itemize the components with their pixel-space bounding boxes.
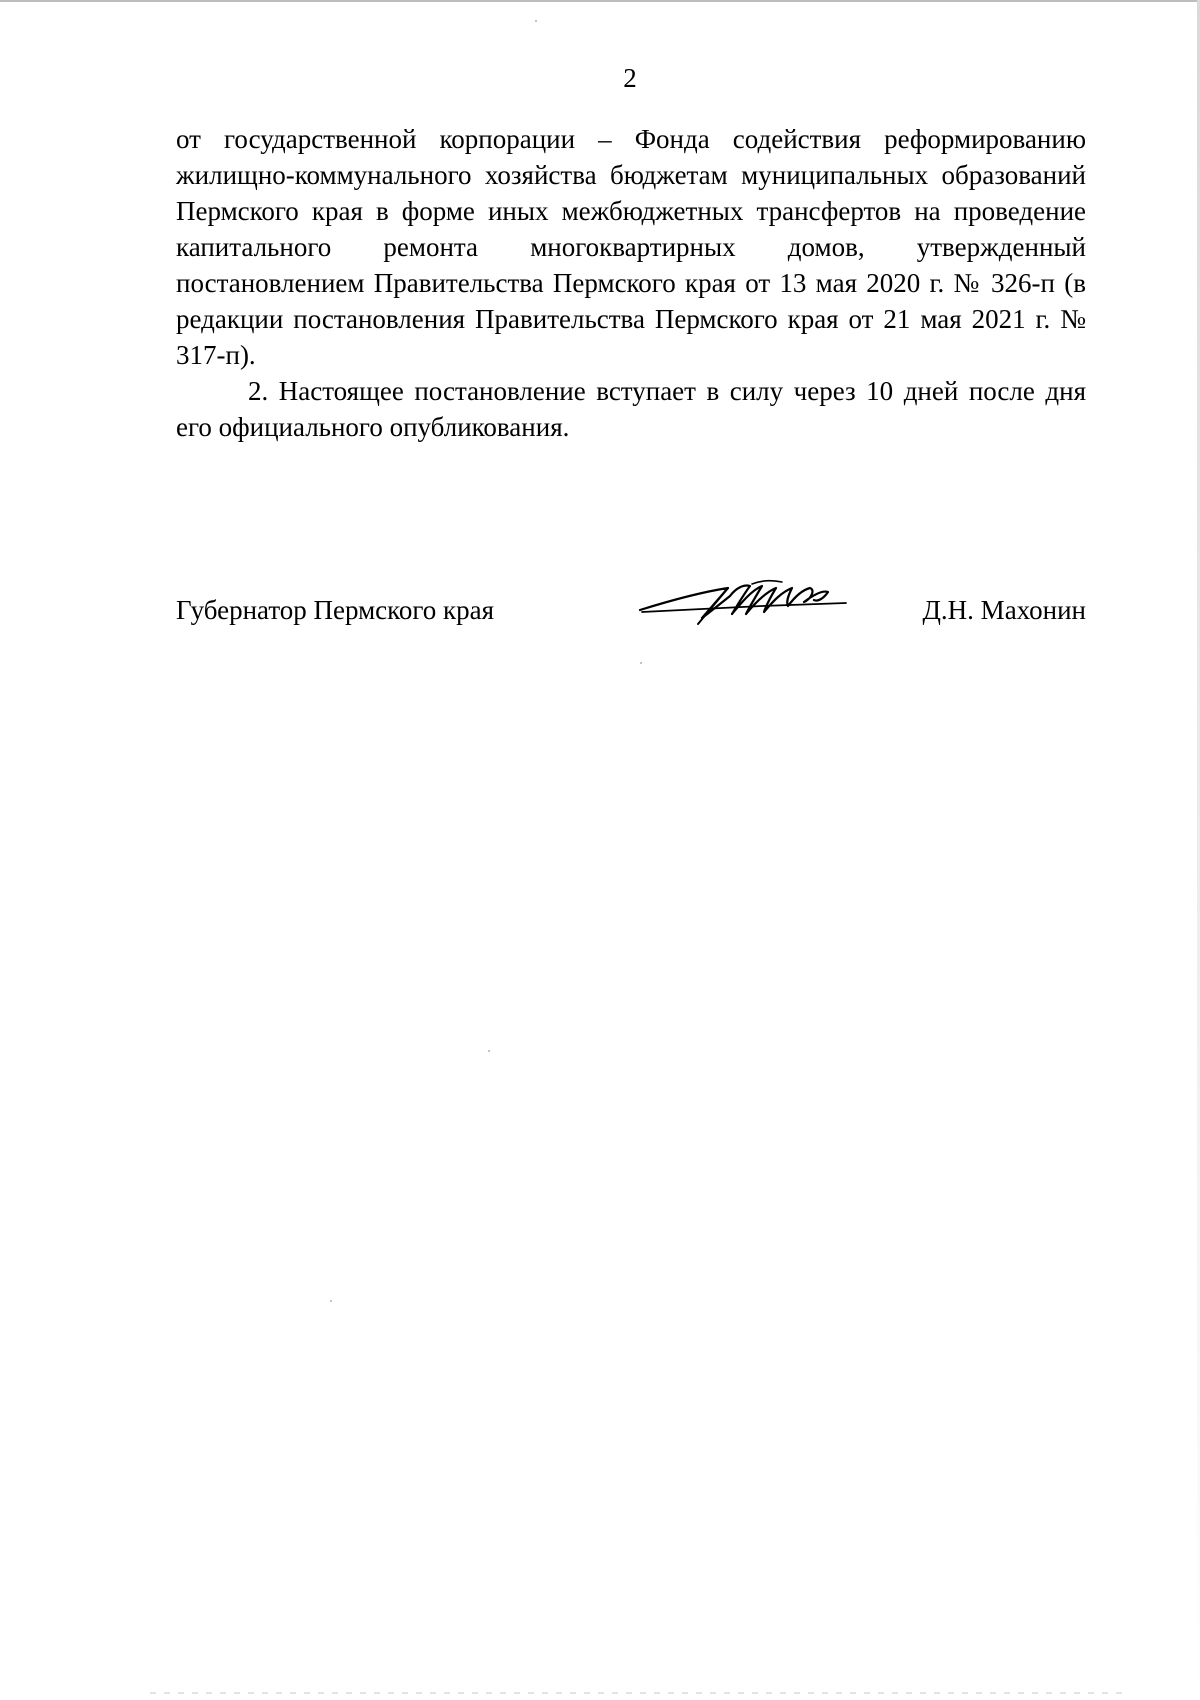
- scan-speck: [488, 1050, 490, 1052]
- signature-block: [176, 590, 1086, 634]
- scan-noise-bottom: [150, 1692, 1130, 1694]
- signer-title: Губернатор Пермского края: [176, 595, 495, 625]
- scan-edge-top: [0, 0, 1200, 2]
- page-number: 2: [623, 63, 637, 93]
- signer-name: Д.Н. Махонин: [922, 595, 1086, 625]
- document-body: [176, 121, 1086, 445]
- scan-speck: [330, 1300, 332, 1302]
- paragraph-1-continued: от государственной корпорации – Фонда содействия реформированию жилищно-коммунального хозяйства бюджетам муниципальных образований Пермского края в форме иных межбюджетных трансфертов на проведение капитального ремонта многоквартирных домов, утвержденный постановлением Правительства Пермского края от 13 мая 2020 г. № 326-п (в редакции постановления Правительства Пермского края от 21 мая 2021 г. № 317-п).: [176, 124, 1086, 370]
- scan-speck: [640, 662, 642, 664]
- handwritten-signature-icon: [632, 570, 852, 630]
- paragraph-2: 2. Настоящее постановление вступает в силу через 10 дней после дня его официального опубликования.: [176, 376, 1086, 442]
- scan-speck: [535, 20, 537, 22]
